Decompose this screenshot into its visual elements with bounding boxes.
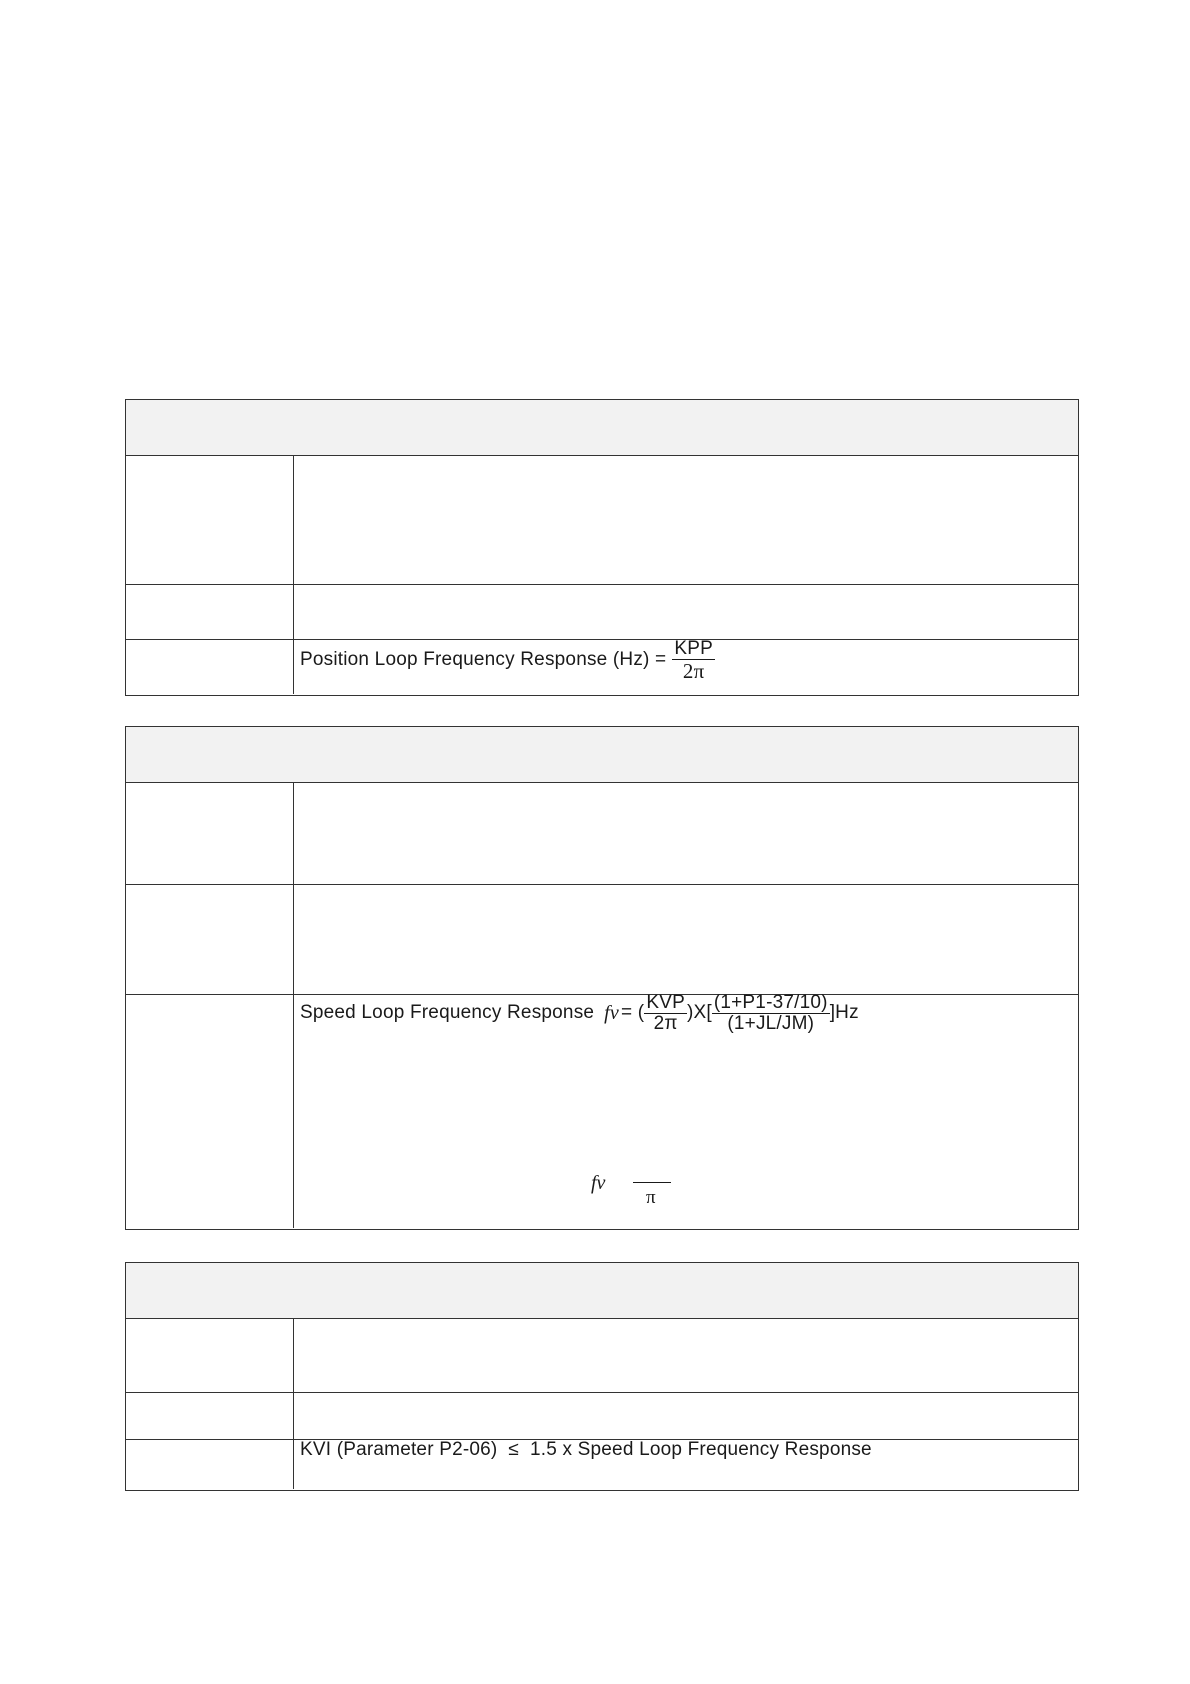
row-value-cell <box>294 885 1078 994</box>
table-row <box>126 1440 1078 1489</box>
position-loop-table-header <box>126 400 1078 456</box>
speed-loop-table <box>125 726 1079 1230</box>
fraction-denominator: 2π <box>653 1012 678 1034</box>
position-loop-formula <box>300 639 717 682</box>
fraction-numerator: KVP <box>646 992 685 1013</box>
speed-loop-fragment-symbol: fv <box>591 1172 606 1194</box>
fragment-fraction-bar <box>633 1182 671 1183</box>
fraction-denominator: (1+JL/JM) <box>727 1012 815 1034</box>
table-row <box>126 1393 1078 1440</box>
inertia-fraction <box>712 993 830 1034</box>
table-row <box>126 456 1078 585</box>
speed-loop-multiplier: )X[ <box>686 1002 712 1024</box>
fraction-numerator: KPP <box>674 638 713 659</box>
table-row <box>126 640 1078 694</box>
position-loop-formula-label: Position Loop Frequency Response (Hz) = <box>300 649 667 671</box>
row-value-cell <box>294 1440 1078 1489</box>
row-label-cell <box>126 1319 294 1392</box>
row-value-cell <box>294 992 1078 1228</box>
speed-loop-formula <box>300 993 859 1034</box>
row-value-cell <box>294 456 1078 584</box>
row-label-cell <box>126 1393 294 1439</box>
kvi-table <box>125 1262 1079 1491</box>
kvi-formula-text: KVI (Parameter P2-06) ≤ 1.5 x Speed Loop Frequency Response <box>300 1439 872 1460</box>
row-label-cell <box>126 885 294 994</box>
kvi-formula <box>300 1439 872 1461</box>
table-row <box>126 585 1078 640</box>
row-label-cell <box>126 783 294 884</box>
speed-loop-fragment-pi: π <box>646 1187 656 1208</box>
row-label-cell <box>126 640 294 694</box>
speed-loop-unit: ]Hz <box>829 1002 859 1024</box>
table-row <box>126 1319 1078 1393</box>
row-label-cell <box>126 585 294 639</box>
kvp-fraction <box>644 993 687 1034</box>
fraction-numerator: (1+P1-37/10) <box>713 992 828 1013</box>
row-label-cell <box>126 995 294 1228</box>
row-value-cell <box>294 585 1078 639</box>
table-row <box>126 992 1078 1228</box>
position-loop-fraction <box>672 639 715 682</box>
speed-loop-equals: = ( <box>621 1002 645 1024</box>
row-value-cell <box>294 1319 1078 1392</box>
row-label-cell <box>126 1440 294 1489</box>
speed-loop-symbol: fv <box>604 1001 620 1024</box>
row-value-cell <box>294 640 1078 694</box>
kvi-table-header <box>126 1263 1078 1319</box>
table-row <box>126 885 1078 995</box>
fraction-denominator: 2π <box>682 658 705 683</box>
table-row <box>126 783 1078 885</box>
position-loop-table <box>125 399 1079 696</box>
row-value-cell <box>294 1393 1078 1439</box>
speed-loop-table-header <box>126 727 1078 783</box>
row-label-cell <box>126 456 294 584</box>
speed-loop-formula-label: Speed Loop Frequency Response <box>300 1002 595 1024</box>
row-value-cell <box>294 783 1078 884</box>
